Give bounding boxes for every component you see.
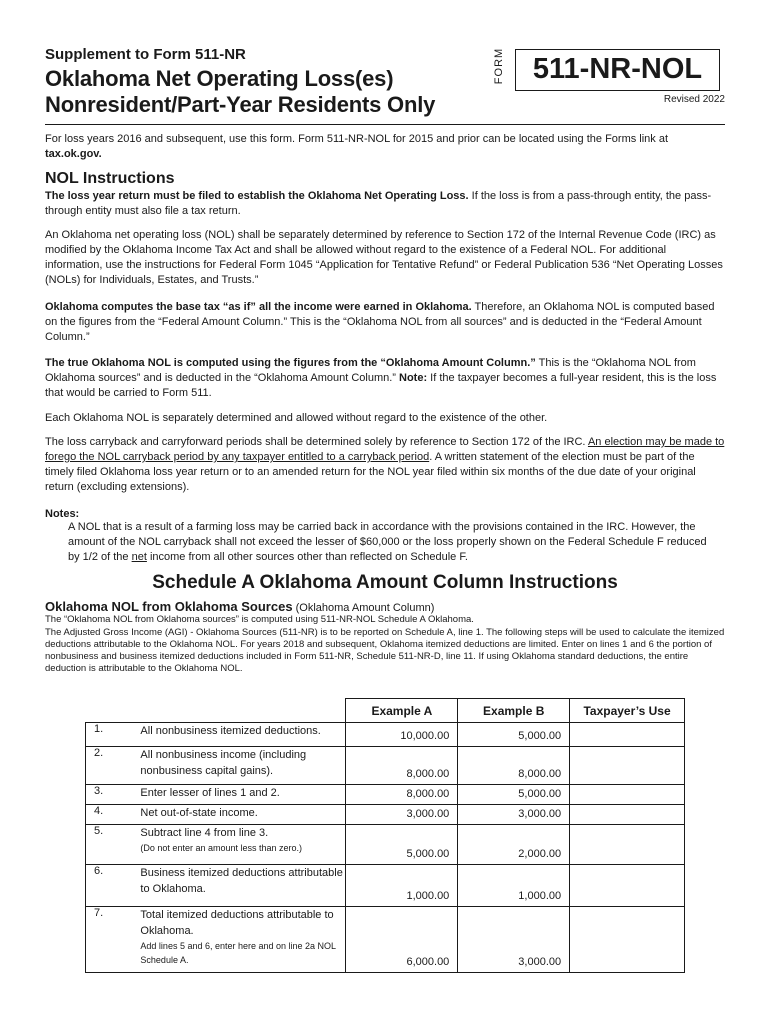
form-header (45, 46, 725, 118)
taxpayer-input-3[interactable] (570, 785, 685, 805)
form-title-line2: Nonresident/Part-Year Residents Only (45, 92, 436, 117)
nol-paragraph-3: Oklahoma computes the base tax “as if” all the income were earned in Oklahoma. Therefore, an Oklahoma NOL is computed based on the figures from the “Federal Amount Column.” This is the “Oklahoma NOL from all sources” and is deducted in the “Federal Amount Column.” (45, 301, 715, 343)
table-row: 1. All nonbusiness itemized deductions. 10,000.00 5,000.00 (86, 723, 685, 747)
schedule-a-line-2: The Adjusted Gross Income (AGI) - Oklahoma Sources (511-NR) is to be reported on Schedule A, line 1. The following steps will be used to calculate the itemized deductions attributable to the Oklahoma NOL. For years 2018 and subsequent, Oklahoma itemized deductions are limited. Enter on lines 1 and 6 the portion of nonbusiness and business itemized deductions included in Form 511-NR, Schedule 511-NR-D, line 11. If using Oklahoma standard deductions, the entire deduction is attributable to the Oklahoma NOL. (45, 627, 725, 674)
schedule-a-table (85, 698, 685, 973)
taxpayer-input-6[interactable] (570, 865, 685, 907)
tax-link[interactable]: tax.ok.gov. (45, 148, 102, 160)
col-example-b: Example B (458, 699, 570, 723)
taxpayer-input-4[interactable] (570, 805, 685, 825)
table-row: 3. Enter lesser of lines 1 and 2. 8,000.00 5,000.00 (86, 785, 685, 805)
revised-date: Revised 2022 (663, 94, 725, 105)
taxpayer-input-5[interactable] (570, 825, 685, 865)
form-word-vertical: FORM (493, 47, 506, 85)
table-row: 7. Total itemized deductions attributable to Oklahoma. Add lines 5 and 6, enter here and on line 2a NOL Schedule A. 6,000.00 3,000.00 (86, 907, 685, 973)
intro-paragraph: For loss years 2016 and subsequent, use this form. Form 511-NR-NOL for 2015 and prior can be located using the Forms link at tax.ok.gov. (45, 133, 669, 160)
table-row: 6. Business itemized deductions attributable to Oklahoma. 1,000.00 1,000.00 (86, 865, 685, 907)
nol-paragraph-4: The true Oklahoma NOL is computed using the figures from the “Oklahoma Amount Column.” This is the “Oklahoma NOL from Oklahoma sources” and is deducted in the “Oklahoma Amount Column.” Note: If the taxpayer becomes a full-year resident, this is the loss that would be carried to Form 511. (45, 357, 717, 399)
form-number-box: 511-NR-NOL (515, 49, 720, 91)
table-row: 5. Subtract line 4 from line 3. (Do not enter an amount less than zero.) 5,000.00 2,000.00 (86, 825, 685, 865)
nol-instructions-heading: NOL Instructions (45, 170, 175, 187)
nol-paragraph-2: An Oklahoma net operating loss (NOL) shall be separately determined by reference to Section 172 of the Internal Revenue Code (IRC) as modified by the Oklahoma Income Tax Act and shall be allowed without regard to the existence of a Federal NOL. For additional information, use the instructions for Federal Form 1045 “Application for Tentative Refund” or Federal Publication 536 “Net Operating Losses (NOLs) for Individuals, Estates, and Trusts.” (45, 229, 723, 286)
table-row: 4. Net out-of-state income. 3,000.00 3,000.00 (86, 805, 685, 825)
col-taxpayer-use: Taxpayer’s Use (570, 699, 685, 723)
form-title-line1: Oklahoma Net Operating Loss(es) (45, 66, 394, 91)
header-divider (45, 124, 725, 125)
nol-paragraph-6: The loss carryback and carryforward periods shall be determined solely by reference to Section 172 of the IRC. An election may be made to forego the NOL carryback period by any taxpayer entitled to a carryback period. A written statement of the election must be part of the timely filed Oklahoma loss year return or to an amended return for the NOL year filed within six months of the due date of your original return (excluding extensions). (45, 436, 725, 493)
table-blank-header (86, 699, 346, 723)
schedule-a-line-1: The “Oklahoma NOL from Oklahoma sources” is computed using 511-NR-NOL Schedule A Oklahoma. (45, 614, 474, 625)
taxpayer-input-2[interactable] (570, 747, 685, 785)
nol-paragraph-5: Each Oklahoma NOL is separately determined and allowed without regard to the existence of the other. (45, 412, 548, 424)
col-example-a: Example A (346, 699, 458, 723)
notes-label: Notes: (45, 508, 80, 520)
schedule-a-heading: Schedule A Oklahoma Amount Column Instructions (152, 572, 618, 593)
notes-text: A NOL that is a result of a farming loss may be carried back in accordance with the provisions contained in the IRC. However, the amount of the NOL carryback shall not exceed the lesser of $60,000 or the loss properly shown on the Federal Schedule F reduced by 1/2 of the net income from all other sources other than reflected on Schedule F. (68, 521, 707, 563)
table-row: 2. All nonbusiness income (including nonbusiness capital gains). 8,000.00 8,000.00 (86, 747, 685, 785)
schedule-a-subheading: Oklahoma NOL from Oklahoma Sources (Oklahoma Amount Column) (45, 599, 435, 614)
taxpayer-input-1[interactable] (570, 723, 685, 747)
taxpayer-input-7[interactable] (570, 907, 685, 973)
nol-paragraph-1: The loss year return must be filed to establish the Oklahoma Net Operating Loss. If the loss is from a pass-through entity, the pass-through entity must also file a tax return. (45, 190, 712, 217)
supplement-label: Supplement to Form 511-NR (45, 46, 246, 63)
